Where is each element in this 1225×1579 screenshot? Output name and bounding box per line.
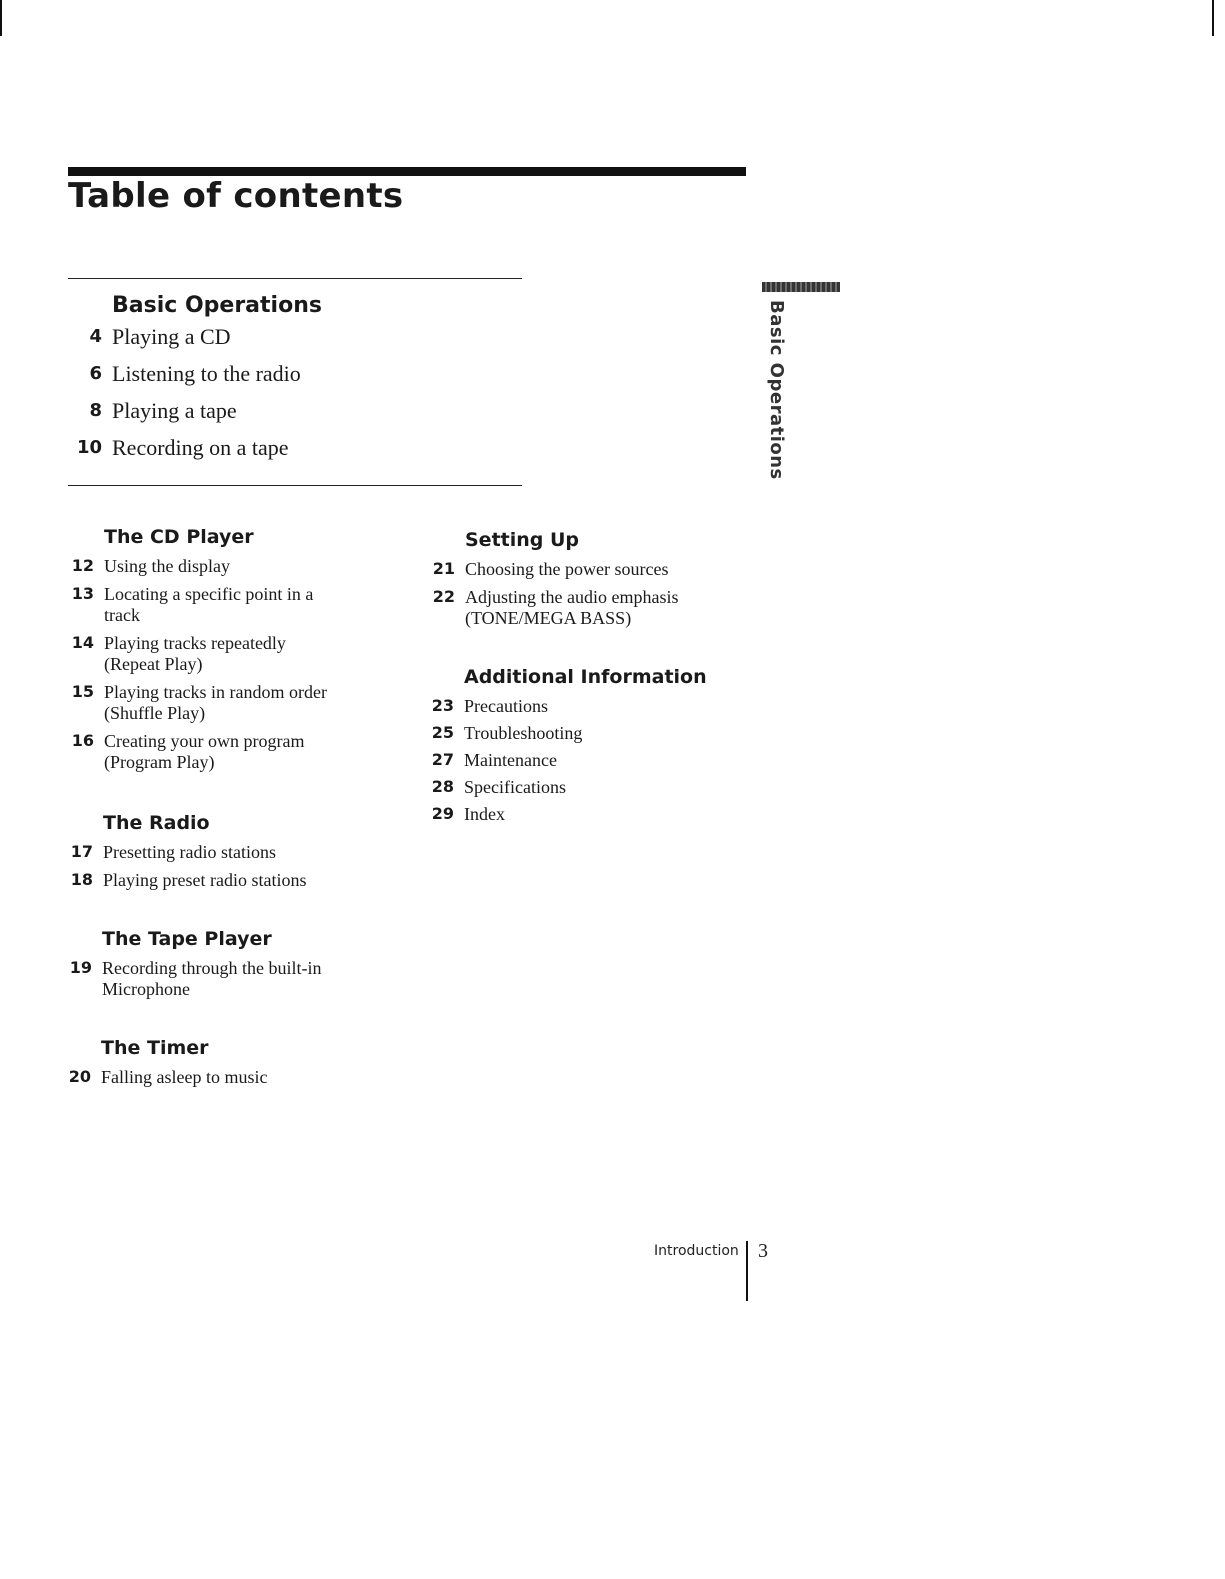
side-tab-marker (762, 282, 840, 292)
entry-title: Playing a tape (112, 398, 237, 423)
entry-title-line-1: Playing tracks repeatedly (104, 633, 286, 653)
entry-page: 27 (431, 750, 454, 769)
toc-entry[interactable] (431, 696, 707, 717)
toc-entry[interactable] (431, 750, 707, 771)
entry-page: 13 (71, 584, 94, 603)
toc-entry[interactable] (89, 324, 322, 361)
toc-entry[interactable] (431, 777, 707, 798)
entry-title: Troubleshooting (464, 723, 583, 743)
entry-title: Recording on a tape (112, 435, 289, 460)
entry-page: 15 (71, 682, 94, 701)
entry-page: 8 (89, 400, 102, 421)
toc-entry[interactable] (71, 633, 327, 675)
entry-page: 12 (71, 556, 94, 575)
toc-entry[interactable] (76, 435, 322, 472)
entry-page: 28 (431, 777, 454, 796)
toc-entry[interactable] (431, 723, 707, 744)
entry-title-line-1: Locating a specific point in a (104, 584, 314, 604)
toc-entry[interactable] (431, 804, 707, 825)
side-tab-label: Basic Operations (766, 300, 787, 480)
entry-title: Presetting radio stations (103, 842, 276, 862)
entry-title-line-1: Creating your own program (104, 731, 305, 751)
section-heading: The Tape Player (102, 928, 272, 950)
toc-entry[interactable] (432, 587, 679, 629)
toc-entry[interactable] (432, 559, 678, 580)
toc-entry[interactable] (89, 398, 322, 435)
section-heading: Basic Operations (112, 293, 322, 318)
entry-page: 6 (89, 363, 102, 384)
toc-entry[interactable] (68, 1067, 268, 1088)
entry-page: 29 (431, 804, 454, 823)
section-radio (70, 812, 307, 891)
entry-title: Falling asleep to music (101, 1067, 268, 1087)
entry-title-line-1: Recording through the built-in (102, 958, 322, 978)
scan-edge-left (0, 0, 2, 36)
section-heading: The Timer (101, 1037, 209, 1059)
entry-page: 4 (89, 326, 102, 347)
section-additional-information (431, 666, 707, 825)
entry-page: 10 (76, 437, 102, 458)
entry-title: Maintenance (464, 750, 557, 770)
section-basic-operations (76, 293, 322, 472)
basic-operations-rule-bottom (68, 485, 522, 486)
entry-page: 18 (70, 870, 93, 889)
entry-page: 20 (68, 1067, 91, 1086)
toc-entry[interactable] (89, 361, 322, 398)
entry-title-line-1: Adjusting the audio emphasis (465, 587, 679, 607)
scan-edge-right (1212, 0, 1214, 36)
entry-title: Index (464, 804, 505, 824)
entry-title-line-2: (Shuffle Play) (104, 703, 206, 723)
toc-entry[interactable] (69, 958, 322, 1000)
entry-title: Precautions (464, 696, 548, 716)
section-heading: Setting Up (465, 529, 580, 551)
entry-title: Playing a CD (112, 324, 231, 349)
toc-entry[interactable] (71, 682, 327, 724)
entry-page: 16 (71, 731, 94, 750)
footer-page-number: 3 (758, 1240, 768, 1262)
section-timer (68, 1037, 268, 1088)
entry-title-line-2: (Program Play) (104, 752, 215, 772)
section-heading: The CD Player (104, 526, 254, 548)
entry-title-line-2: Microphone (102, 979, 190, 999)
entry-title: Playing preset radio stations (103, 870, 307, 890)
section-setting-up (432, 529, 679, 629)
entry-title-line-1: Playing tracks in random order (104, 682, 327, 702)
toc-entry[interactable] (71, 584, 327, 626)
entry-page: 22 (432, 587, 455, 606)
entry-title-line-2: (TONE/MEGA BASS) (465, 608, 632, 628)
entry-title: Using the display (104, 556, 230, 576)
entry-page: 17 (70, 842, 93, 861)
footer-section-name: Introduction (654, 1243, 739, 1259)
toc-entry[interactable] (71, 556, 327, 577)
toc-entry[interactable] (71, 731, 327, 773)
section-heading: The Radio (103, 812, 210, 834)
toc-entry[interactable] (70, 870, 307, 891)
entry-title: Listening to the radio (112, 361, 301, 386)
toc-entry[interactable] (70, 842, 306, 863)
entry-page: 21 (432, 559, 455, 578)
page-title: Table of contents (68, 176, 404, 216)
entry-page: 23 (431, 696, 454, 715)
entry-page: 14 (71, 633, 94, 652)
entry-title-line-2: (Repeat Play) (104, 654, 203, 674)
entry-page: 25 (431, 723, 454, 742)
entry-title-line-2: track (104, 605, 140, 625)
entry-title: Choosing the power sources (465, 559, 669, 579)
entry-page: 19 (69, 958, 92, 977)
title-rule (68, 167, 746, 176)
footer-divider (746, 1241, 748, 1301)
section-cd-player (71, 526, 327, 773)
basic-operations-rule-top (68, 278, 522, 279)
section-heading: Additional Information (464, 666, 707, 688)
entry-title: Specifications (464, 777, 566, 797)
section-tape-player (69, 928, 322, 1000)
